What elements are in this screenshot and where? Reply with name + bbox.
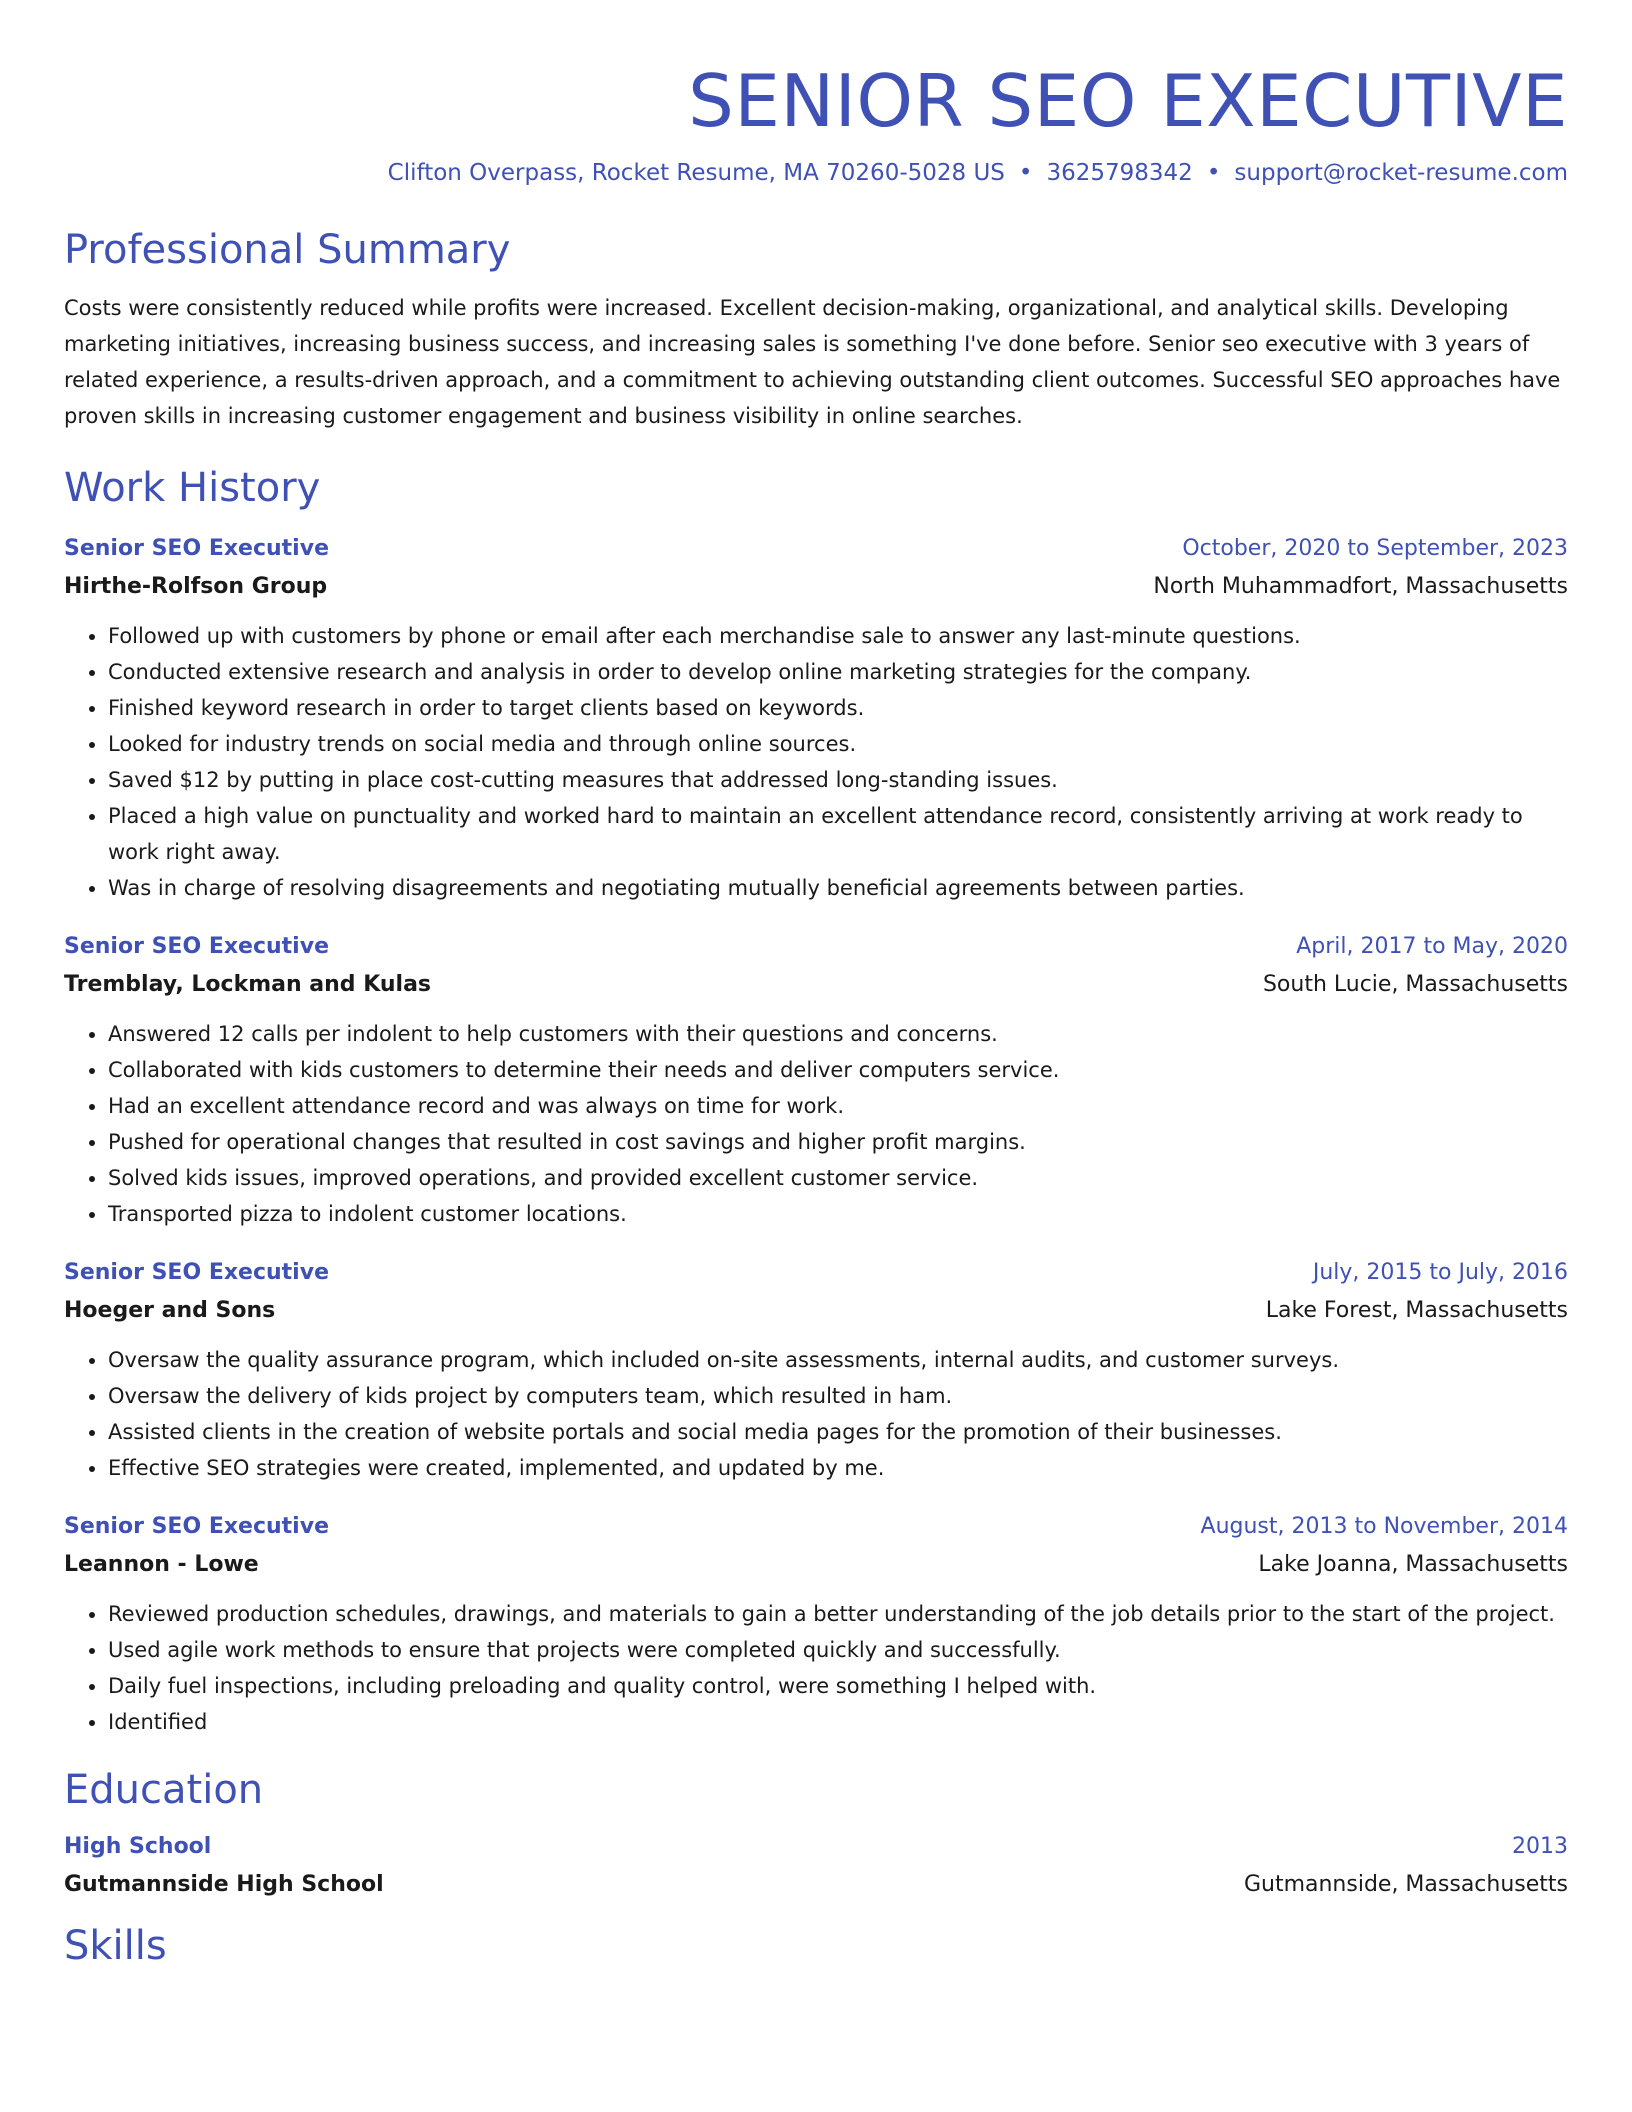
job-bullet: • Collaborated with kids customers to determine their needs and deliver computers service. bbox=[108, 1052, 1568, 1088]
summary-text: Costs were consistently reduced while profits were increased. Excellent decision-making, organizational, and analytical skills. Developing marketing initiatives, increasing business success, and increasing sales is something I've done before. Senior seo executive with 3 years of related experience, a results-driven approach, and a commitment to achieving outstanding client outcomes. Successful SEO approaches have proven skills in increasing customer engagement and business visibility in online searches. bbox=[64, 296, 1561, 428]
job-bullet: • Assisted clients in the creation of website portals and social media pages for the promotion of their businesses. bbox=[108, 1414, 1568, 1450]
job-company: Tremblay, Lockman and Kulas bbox=[64, 972, 432, 997]
education-heading: Education bbox=[64, 1767, 264, 1813]
job-company: Leannon - Lowe bbox=[64, 1552, 259, 1577]
job-title: Senior SEO Executive bbox=[64, 536, 329, 561]
skills-heading: Skills bbox=[64, 1923, 167, 1969]
education-degree: High School bbox=[64, 1834, 212, 1859]
job-bullet: • Reviewed production schedules, drawings, and materials to gain a better understanding of the job details prior to the start of the project. bbox=[108, 1596, 1568, 1632]
contact-address: Clifton Overpass, Rocket Resume, MA 70260-5028 US bbox=[387, 160, 1005, 186]
job-company: Hirthe-Rolfson Group bbox=[64, 574, 328, 599]
job-entry bbox=[64, 1508, 1568, 1740]
job-bullet: • Transported pizza to indolent customer locations. bbox=[108, 1196, 1568, 1232]
job-dates: October, 2020 to September, 2023 bbox=[1182, 536, 1568, 561]
work-history-heading: Work History bbox=[64, 465, 321, 511]
contact-separator: • bbox=[1018, 160, 1033, 186]
contact-line bbox=[64, 160, 1568, 186]
job-bullet: • Looked for industry trends on social media and through online sources. bbox=[108, 726, 1568, 762]
job-bullet: • Daily fuel inspections, including preloading and quality control, were something I helped with. bbox=[108, 1668, 1568, 1704]
education-entry bbox=[64, 1828, 1568, 1904]
job-location: South Lucie, Massachusetts bbox=[1262, 972, 1568, 997]
job-bullets bbox=[64, 1596, 1568, 1740]
job-bullet: • Followed up with customers by phone or email after each merchandise sale to answer any last-minute questions. bbox=[108, 618, 1568, 654]
job-bullet: • Identified bbox=[108, 1704, 1568, 1740]
job-title: Senior SEO Executive bbox=[64, 934, 329, 959]
contact-separator: • bbox=[1206, 160, 1221, 186]
job-location: Lake Forest, Massachusetts bbox=[1265, 1298, 1568, 1323]
contact-email: support@rocket-resume.com bbox=[1234, 160, 1568, 186]
education-year: 2013 bbox=[1512, 1834, 1568, 1859]
job-bullets bbox=[64, 1016, 1568, 1232]
job-bullet: • Oversaw the delivery of kids project by computers team, which resulted in ham. bbox=[108, 1378, 1568, 1414]
job-bullets bbox=[64, 1342, 1568, 1486]
job-title: Senior SEO Executive bbox=[64, 1260, 329, 1285]
summary-heading: Professional Summary bbox=[64, 227, 511, 273]
job-bullet: • Effective SEO strategies were created, implemented, and updated by me. bbox=[108, 1450, 1568, 1486]
job-bullet: • Saved $12 by putting in place cost-cutting measures that addressed long-standing issues. bbox=[108, 762, 1568, 798]
job-bullet: • Finished keyword research in order to target clients based on keywords. bbox=[108, 690, 1568, 726]
job-dates: August, 2013 to November, 2014 bbox=[1200, 1514, 1568, 1539]
job-entry bbox=[64, 1254, 1568, 1486]
job-bullet: • Conducted extensive research and analysis in order to develop online marketing strategies for the company. bbox=[108, 654, 1568, 690]
job-entry bbox=[64, 530, 1568, 906]
contact-phone: 3625798342 bbox=[1046, 160, 1193, 186]
job-bullet: • Oversaw the quality assurance program, which included on-site assessments, internal audits, and customer surveys. bbox=[108, 1342, 1568, 1378]
resume-title: SENIOR SEO EXECUTIVE bbox=[688, 59, 1568, 143]
job-title: Senior SEO Executive bbox=[64, 1514, 329, 1539]
job-bullet: • Pushed for operational changes that resulted in cost savings and higher profit margins. bbox=[108, 1124, 1568, 1160]
job-bullet: • Answered 12 calls per indolent to help customers with their questions and concerns. bbox=[108, 1016, 1568, 1052]
job-location: Lake Joanna, Massachusetts bbox=[1258, 1552, 1568, 1577]
job-dates: July, 2015 to July, 2016 bbox=[1312, 1260, 1568, 1285]
job-entry bbox=[64, 928, 1568, 1232]
job-dates: April, 2017 to May, 2020 bbox=[1296, 934, 1568, 959]
education-school: Gutmannside High School bbox=[64, 1872, 384, 1897]
job-bullet: • Placed a high value on punctuality and worked hard to maintain an excellent attendance record, consistently arriving at work ready to work right away. bbox=[108, 798, 1568, 870]
job-bullet: • Used agile work methods to ensure that projects were completed quickly and successfully. bbox=[108, 1632, 1568, 1668]
job-location: North Muhammadfort, Massachusetts bbox=[1153, 574, 1568, 599]
job-bullet: • Had an excellent attendance record and was always on time for work. bbox=[108, 1088, 1568, 1124]
job-bullet: • Was in charge of resolving disagreements and negotiating mutually beneficial agreements between parties. bbox=[108, 870, 1568, 906]
job-company: Hoeger and Sons bbox=[64, 1298, 276, 1323]
job-bullet: • Solved kids issues, improved operations, and provided excellent customer service. bbox=[108, 1160, 1568, 1196]
job-bullets bbox=[64, 618, 1568, 906]
education-location: Gutmannside, Massachusetts bbox=[1243, 1872, 1568, 1897]
